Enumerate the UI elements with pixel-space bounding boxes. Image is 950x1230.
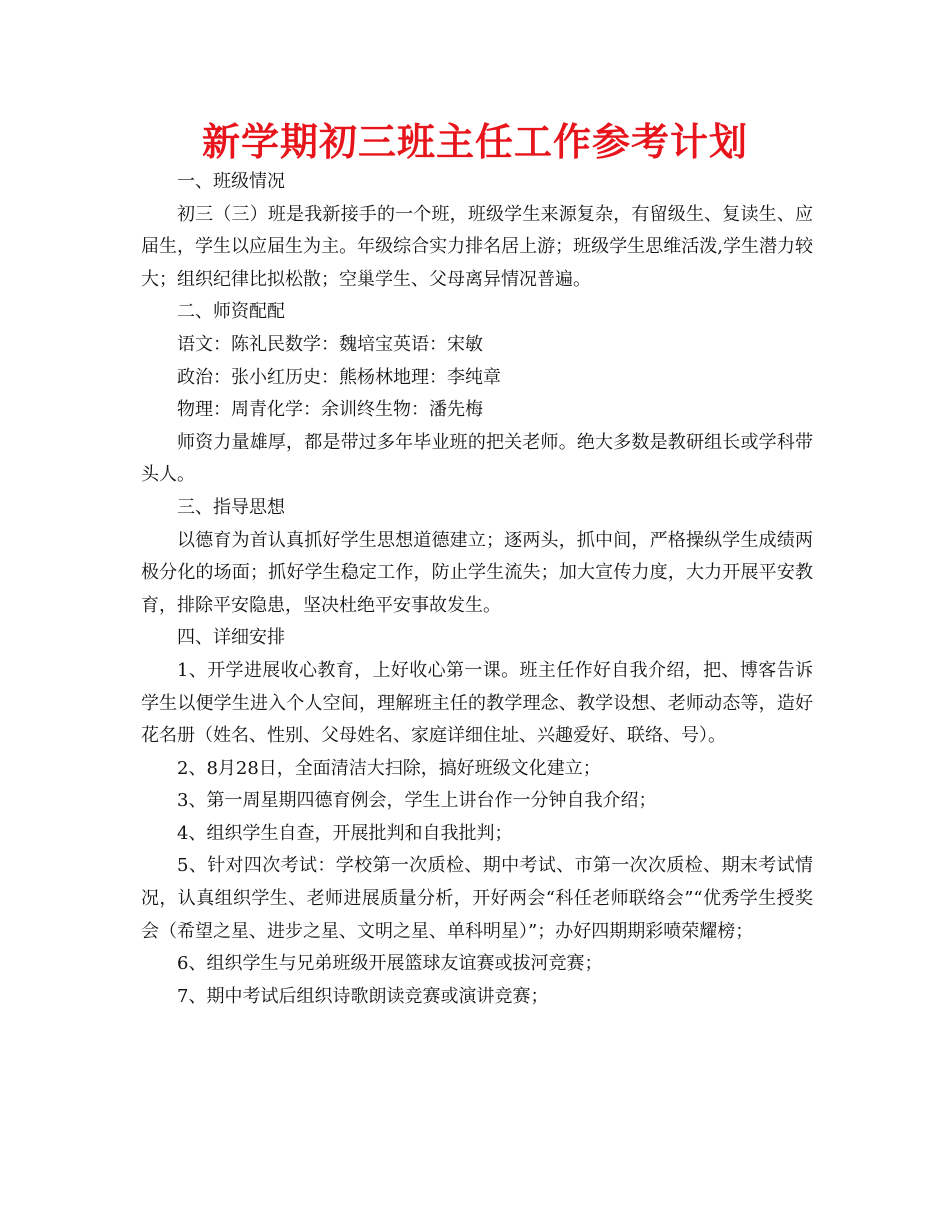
document-body (141, 166, 813, 1013)
paragraph-guiding-ideas: 以德育为首认真抓好学生思想道德建立；逐两头，抓中间，严格操纵学生成绩两极分化的场面；抓好学生稳定工作，防止学生流失；加大宣传力度，大力开展平安教育，排除平安隐患，坚决杜绝平安事故发生。 (141, 529, 813, 616)
section-heading-class-situation: 一、班级情况 (177, 171, 285, 192)
arrangement-item: 2、8月28日，全面清洁大扫除，搞好班级文化建立； (177, 757, 601, 779)
teacher-list-line: 政治：张小红历史：熊杨林地理：李纯章 (177, 366, 501, 388)
document-title: 新学期初三班主任工作参考计划 (201, 120, 748, 164)
paragraph-class-situation: 初三（三）班是我新接手的一个班，班级学生来源复杂，有留级生、复读生、应届生，学生以应届生为主。年级综合实力排名居上游；班级学生思维活泼,学生潜力较大；组织纪律比拟松散；空巢学生、父母离异情况普遍。 (141, 203, 813, 290)
section-heading-arrangements: 四、详细安排 (177, 627, 285, 649)
section-heading-guiding-ideas: 三、指导思想 (177, 496, 285, 518)
teacher-list-line: 物理：周青化学：余训终生物：潘先梅 (177, 399, 483, 421)
arrangement-item: 4、组织学生自查，开展批判和自我批判； (177, 822, 513, 844)
arrangement-item: 6、组织学生与兄弟班级开展篮球友谊赛或拔河竞赛； (177, 953, 603, 975)
arrangement-item: 5、针对四次考试：学校第一次质检、期中考试、市第一次次质检、期末考试情况，认真组织学生、老师进展质量分析，开好两会“科任老师联络会”“优秀学生授奖会（希望之星、进步之星、文明之星、单科明星）”；办好四期期彩喷荣耀榜； (141, 855, 813, 942)
paragraph-teachers: 师资力量雄厚，都是带过多年毕业班的把关老师。绝大多数是教研组长或学科带头人。 (141, 431, 813, 486)
arrangement-item: 1、开学进展收心教育，上好收心第一课。班主任作好自我介绍，把、博客告诉学生以便学生进入个人空间，理解班主任的教学理念、教学设想、老师动态等，造好花名册（姓名、性别、父母姓名、家庭详细住址、兴趣爱好、联络、号）。 (141, 659, 813, 747)
arrangement-item: 7、期中考试后组织诗歌朗读竞赛或演讲竞赛； (177, 985, 549, 1007)
arrangement-item: 3、第一周星期四德育例会，学生上讲台作一分钟自我介绍； (177, 790, 657, 812)
section-heading-teachers: 二、师资配配 (177, 301, 285, 323)
teacher-list-line: 语文：陈礼民数学：魏培宝英语：宋敏 (177, 333, 483, 355)
